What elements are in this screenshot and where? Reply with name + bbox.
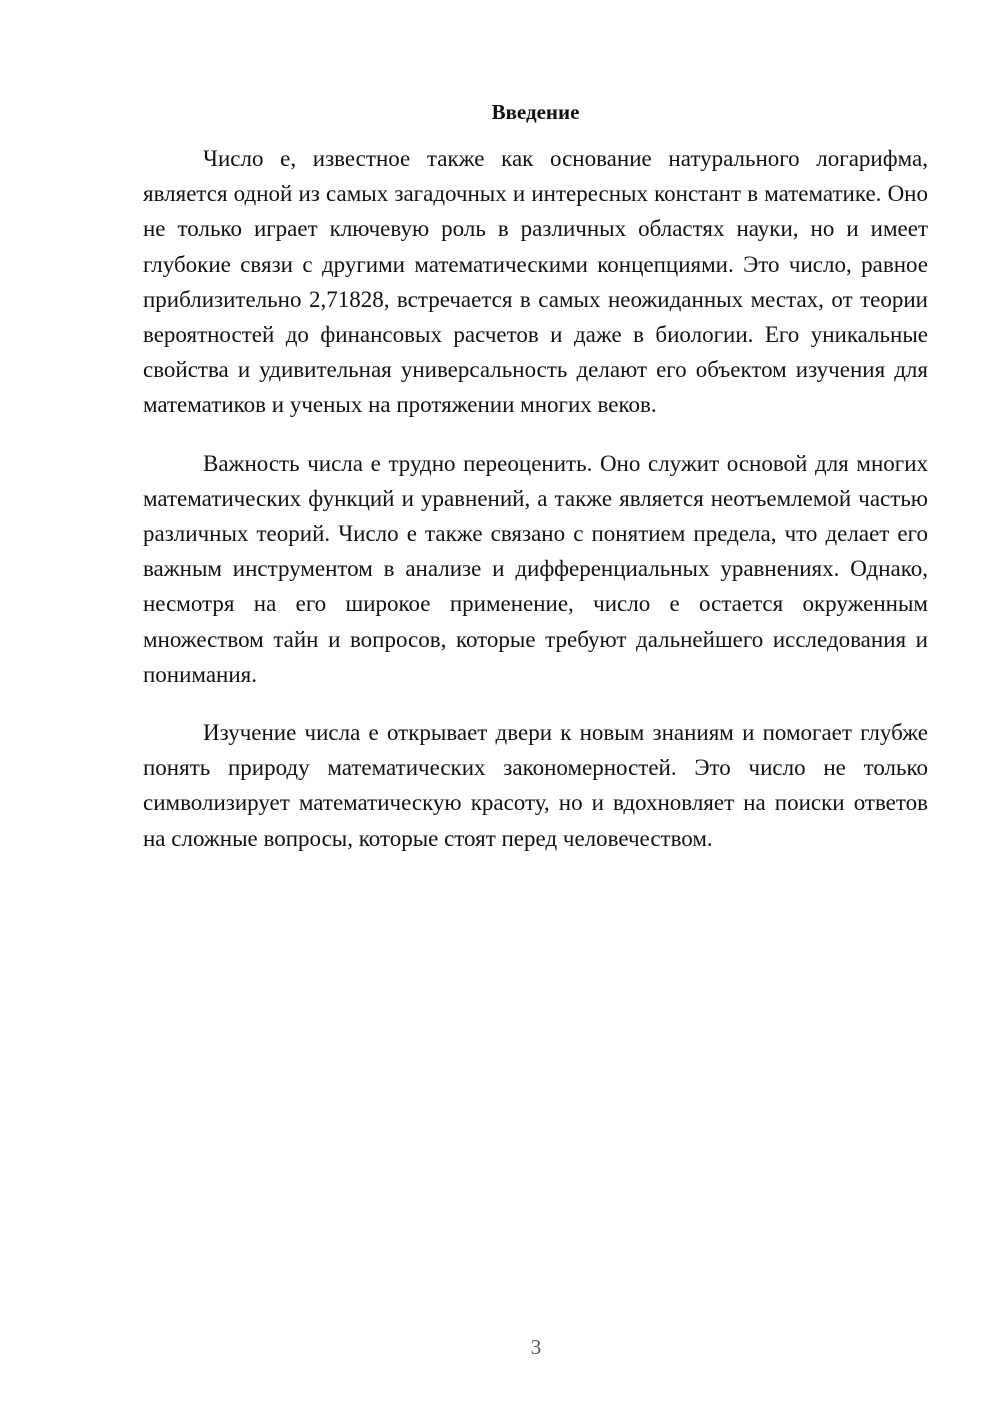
page-number: 3	[530, 1335, 542, 1359]
paragraph-3: Изучение числа e открывает двери к новым знаниям и помогает глубже понять природу математических закономерностей. Это число не только символизирует математическую красоту, но и вдохновляет на поиски ответов на сложные вопросы, которые стоят перед человечеством.	[143, 720, 928, 851]
body-text	[143, 141, 928, 879]
paragraph-1: Число e, известное также как основание натурального логарифма, является одной из самых загадочных и интересных констант в математике. Оно не только играет ключевую роль в различных областях науки, но и имеет глубокие связи с другими математическими концепциями. Это число, равное приблизительно 2,71828, встречается в самых неожиданных местах, от теории вероятностей до финансовых расчетов и даже в биологии. Его уникальные свойства и удивительная универсальность делают его объектом изучения для математиков и ученых на протяжении многих веков.	[143, 146, 928, 418]
section-title: Введение	[491, 100, 580, 124]
paragraph-2: Важность числа e трудно переоценить. Оно служит основой для многих математических функций и уравнений, а также является неотъемлемой частью различных теорий. Число e также связано с понятием предела, что делает его важным инструментом в анализе и дифференциальных уравнениях. Однако, несмотря на его широкое применение, число e остается окруженным множеством тайн и вопросов, которые требуют дальнейшего исследования и понимания.	[143, 450, 928, 687]
